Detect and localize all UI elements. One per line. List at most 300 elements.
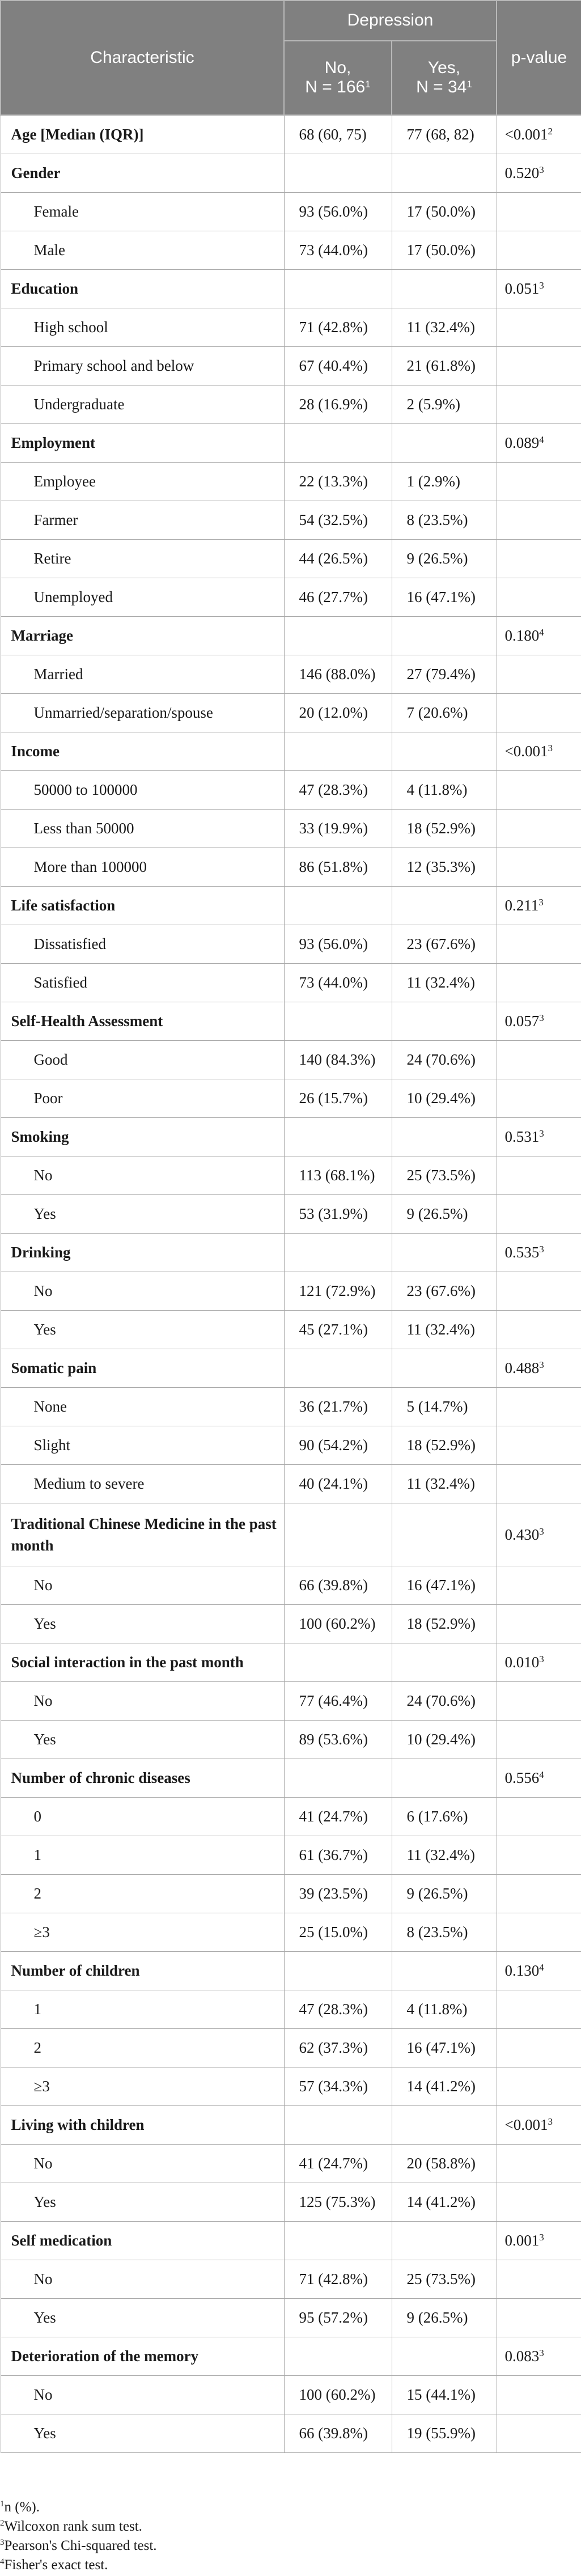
cell-no-depression: 54 (32.5%) [284, 501, 392, 540]
table-row [1, 964, 581, 1002]
p-value-text: 0.010 [504, 1654, 540, 1671]
p-value-text: 0.430 [504, 1526, 540, 1543]
cell-yes-depression: 9 (26.5%) [392, 540, 497, 578]
row-level-label: No [1, 1682, 284, 1721]
cell-p-value [497, 810, 581, 848]
cell-no-depression: 45 (27.1%) [284, 1311, 392, 1349]
cell-yes-depression: 11 (32.4%) [392, 1836, 497, 1875]
table-row [1, 1195, 581, 1234]
cell-p-value [497, 1566, 581, 1605]
cell-no-depression: 33 (19.9%) [284, 810, 392, 848]
table-row [1, 1605, 581, 1643]
footnote [0, 2498, 581, 2517]
cell-no-depression: 25 (15.0%) [284, 1913, 392, 1952]
row-level-label: Yes [1, 1311, 284, 1349]
cell-p-value [497, 1643, 581, 1682]
row-level-label: Yes [1, 2299, 284, 2337]
cell-p-value [497, 1195, 581, 1234]
cell-no-depression [284, 1759, 392, 1798]
row-category-label: Self medication [1, 2222, 284, 2260]
row-level-label: No [1, 2260, 284, 2299]
cell-yes-depression: 11 (32.4%) [392, 1311, 497, 1349]
cell-no-depression: 71 (42.8%) [284, 308, 392, 347]
cell-yes-depression: 9 (26.5%) [392, 1875, 497, 1913]
p-value-footnote-mark: 3 [548, 743, 553, 753]
table-row [1, 2029, 581, 2067]
table-row [1, 1913, 581, 1952]
cell-p-value [497, 1875, 581, 1913]
row-level-label: Dissatisfied [1, 925, 284, 964]
cell-yes-depression: 4 (11.8%) [392, 771, 497, 810]
cell-p-value [497, 1759, 581, 1798]
cell-no-depression: 66 (39.8%) [284, 2414, 392, 2453]
cell-yes-depression: 77 (68, 82) [392, 115, 497, 154]
table-row [1, 655, 581, 694]
p-value-text: 0.089 [504, 434, 540, 451]
row-category-label: Number of children [1, 1952, 284, 1990]
table-row [1, 1798, 581, 1836]
row-category-label: Somatic pain [1, 1349, 284, 1388]
cell-no-depression: 36 (21.7%) [284, 1388, 392, 1426]
row-level-label: Female [1, 193, 284, 231]
cell-no-depression: 20 (12.0%) [284, 694, 392, 732]
cell-no-depression: 100 (60.2%) [284, 1605, 392, 1643]
cell-yes-depression: 11 (32.4%) [392, 1465, 497, 1503]
cell-no-depression: 57 (34.3%) [284, 2067, 392, 2106]
table-body [1, 115, 581, 2453]
cell-yes-depression: 6 (17.6%) [392, 1798, 497, 1836]
cell-no-depression: 47 (28.3%) [284, 771, 392, 810]
cell-yes-depression [392, 1002, 497, 1041]
cell-p-value [497, 694, 581, 732]
cell-p-value [497, 270, 581, 308]
cell-p-value [497, 2376, 581, 2414]
row-category-label: Drinking [1, 1234, 284, 1272]
cell-p-value [497, 424, 581, 463]
row-level-label: High school [1, 308, 284, 347]
cell-no-depression [284, 887, 392, 925]
table-row [1, 887, 581, 925]
cell-p-value [497, 308, 581, 347]
p-value-text: 0.488 [504, 1359, 540, 1376]
cell-no-depression: 66 (39.8%) [284, 1566, 392, 1605]
table-row [1, 1682, 581, 1721]
cell-yes-depression [392, 270, 497, 308]
cell-yes-depression [392, 2337, 497, 2376]
cell-p-value [497, 2222, 581, 2260]
cell-p-value [497, 1836, 581, 1875]
p-value-footnote-mark: 4 [539, 1962, 544, 1973]
header-no-footnote: 1 [365, 79, 371, 90]
header-yes-count: $N = 34^1$ [416, 78, 472, 97]
table-row [1, 1875, 581, 1913]
cell-no-depression: 77 (46.4%) [284, 1682, 392, 1721]
table-header [1, 1, 581, 115]
footnote-mark: 1 [0, 2499, 5, 2509]
cell-no-depression: 41 (24.7%) [284, 1798, 392, 1836]
row-category-label: Age [Median (IQR)] [1, 115, 284, 154]
p-value-text: 0.520 [504, 164, 540, 181]
cell-p-value [497, 1721, 581, 1759]
cell-p-value [497, 655, 581, 694]
cell-no-depression [284, 1349, 392, 1388]
cell-no-depression [284, 1118, 392, 1156]
p-value-footnote-mark: 2 [548, 126, 553, 137]
row-level-label: 50000 to 100000 [1, 771, 284, 810]
cell-no-depression [284, 270, 392, 308]
row-level-label: Retire [1, 540, 284, 578]
p-value-footnote-mark: 4 [539, 1769, 544, 1780]
table-row [1, 1721, 581, 1759]
p-value-text: 0.001 [504, 2232, 540, 2249]
row-level-label: Farmer [1, 501, 284, 540]
cell-no-depression [284, 2337, 392, 2376]
cell-yes-depression: 11 (32.4%) [392, 964, 497, 1002]
cell-no-depression: 90 (54.2%) [284, 1426, 392, 1465]
cell-yes-depression: 25 (73.5%) [392, 1156, 497, 1195]
table-row [1, 347, 581, 385]
cell-yes-depression: 4 (11.8%) [392, 1990, 497, 2029]
cell-no-depression: 46 (27.7%) [284, 578, 392, 617]
table-row [1, 1990, 581, 2029]
cell-no-depression: 26 (15.7%) [284, 1079, 392, 1118]
cell-no-depression [284, 617, 392, 655]
p-value-text: <0.001 [504, 743, 548, 760]
cell-p-value [497, 1503, 581, 1566]
row-category-label: Traditional Chinese Medicine in the past month [1, 1503, 284, 1566]
footnote-text: Wilcoxon rank sum test. [4, 2519, 142, 2534]
cell-yes-depression: 18 (52.9%) [392, 810, 497, 848]
row-level-label: Medium to severe [1, 1465, 284, 1503]
cell-p-value [497, 1388, 581, 1426]
table-row [1, 2376, 581, 2414]
table-row [1, 732, 581, 771]
row-level-label: Less than 50000 [1, 810, 284, 848]
cell-yes-depression [392, 617, 497, 655]
cell-yes-depression: 16 (47.1%) [392, 2029, 497, 2067]
cell-yes-depression: 10 (29.4%) [392, 1721, 497, 1759]
table-row [1, 1503, 581, 1566]
footnote-mark: 4 [0, 2557, 5, 2566]
row-category-label: Education [1, 270, 284, 308]
cell-yes-depression [392, 1118, 497, 1156]
p-value-footnote-mark: 3 [539, 1526, 544, 1537]
table-row [1, 2299, 581, 2337]
cell-yes-depression: 23 (67.6%) [392, 925, 497, 964]
row-level-label: Male [1, 231, 284, 270]
table-row [1, 154, 581, 193]
row-level-label: No [1, 2376, 284, 2414]
cell-p-value [497, 193, 581, 231]
p-value-footnote-mark: 3 [539, 1244, 544, 1255]
cell-p-value [497, 1682, 581, 1721]
cell-yes-depression [392, 2106, 497, 2145]
cell-yes-depression: 5 (14.7%) [392, 1388, 497, 1426]
table-row [1, 385, 581, 424]
cell-no-depression: 93 (56.0%) [284, 193, 392, 231]
cell-p-value [497, 617, 581, 655]
p-value-footnote-mark: 3 [539, 2348, 544, 2358]
row-level-label: No [1, 1272, 284, 1311]
cell-no-depression [284, 1234, 392, 1272]
cell-yes-depression: 9 (26.5%) [392, 1195, 497, 1234]
row-category-label: Social interaction in the past month [1, 1643, 284, 1682]
cell-yes-depression [392, 2222, 497, 2260]
cell-no-depression: 62 (37.3%) [284, 2029, 392, 2067]
cell-no-depression: 121 (72.9%) [284, 1272, 392, 1311]
footnotes [0, 2498, 581, 2575]
row-level-label: 0 [1, 1798, 284, 1836]
header-yes [392, 41, 497, 115]
cell-yes-depression [392, 732, 497, 771]
table-row [1, 1836, 581, 1875]
cell-p-value [497, 540, 581, 578]
cell-yes-depression: 12 (35.3%) [392, 848, 497, 887]
row-category-label: Life satisfaction [1, 887, 284, 925]
footnote-text: Fisher's exact test. [4, 2557, 108, 2573]
p-value-footnote-mark: 4 [539, 434, 544, 445]
cell-no-depression: 61 (36.7%) [284, 1836, 392, 1875]
row-category-label: Deterioration of the memory [1, 2337, 284, 2376]
p-value-text: <0.001 [504, 2116, 548, 2133]
p-value-text: 0.180 [504, 627, 540, 644]
header-no [284, 41, 392, 115]
table-row [1, 1002, 581, 1041]
cell-p-value [497, 1349, 581, 1388]
cell-p-value [497, 964, 581, 1002]
cell-yes-depression [392, 1349, 497, 1388]
cell-yes-depression [392, 1503, 497, 1566]
row-level-label: Poor [1, 1079, 284, 1118]
table-row [1, 617, 581, 655]
cell-yes-depression [392, 1234, 497, 1272]
cell-no-depression: 71 (42.8%) [284, 2260, 392, 2299]
cell-no-depression: 53 (31.9%) [284, 1195, 392, 1234]
footnote-text: Pearson's Chi-squared test. [4, 2538, 157, 2553]
row-category-label: Employment [1, 424, 284, 463]
cell-no-depression: 67 (40.4%) [284, 347, 392, 385]
cell-yes-depression: 10 (29.4%) [392, 1079, 497, 1118]
table-row [1, 463, 581, 501]
table-row [1, 115, 581, 154]
cell-no-depression: 44 (26.5%) [284, 540, 392, 578]
table-row [1, 1643, 581, 1682]
cell-p-value [497, 2414, 581, 2453]
cell-no-depression [284, 732, 392, 771]
table-row [1, 2067, 581, 2106]
p-value-text: 0.556 [504, 1769, 540, 1786]
row-category-label: Smoking [1, 1118, 284, 1156]
cell-yes-depression: 24 (70.6%) [392, 1682, 497, 1721]
cell-no-depression: 68 (60, 75) [284, 115, 392, 154]
cell-no-depression [284, 1503, 392, 1566]
cell-p-value [497, 231, 581, 270]
row-level-label: More than 100000 [1, 848, 284, 887]
row-level-label: ≥3 [1, 2067, 284, 2106]
cell-p-value [497, 2337, 581, 2376]
row-level-label: Yes [1, 2183, 284, 2222]
cell-no-depression [284, 1643, 392, 1682]
row-level-label: 1 [1, 1990, 284, 2029]
cell-no-depression [284, 2106, 392, 2145]
cell-no-depression: 73 (44.0%) [284, 964, 392, 1002]
cell-p-value [497, 1234, 581, 1272]
p-value-footnote-mark: 3 [539, 1654, 544, 1664]
cell-p-value [497, 2299, 581, 2337]
cell-p-value [497, 1272, 581, 1311]
row-level-label: Yes [1, 1605, 284, 1643]
table-row [1, 2414, 581, 2453]
row-level-label: ≥3 [1, 1913, 284, 1952]
table-row [1, 1952, 581, 1990]
cell-p-value [497, 1990, 581, 2029]
cell-yes-depression: 27 (79.4%) [392, 655, 497, 694]
p-value-footnote-mark: 3 [539, 1128, 544, 1139]
table-row [1, 308, 581, 347]
row-level-label: Primary school and below [1, 347, 284, 385]
cell-no-depression: 86 (51.8%) [284, 848, 392, 887]
header-no-label: No, [324, 58, 351, 78]
table-row [1, 2222, 581, 2260]
cell-p-value [497, 1952, 581, 1990]
table-row [1, 2106, 581, 2145]
row-category-label: Self-Health Assessment [1, 1002, 284, 1041]
cell-yes-depression [392, 1643, 497, 1682]
table-row [1, 231, 581, 270]
table-row [1, 1118, 581, 1156]
row-level-label: None [1, 1388, 284, 1426]
cell-yes-depression: 14 (41.2%) [392, 2183, 497, 2222]
row-category-label: Gender [1, 154, 284, 193]
cell-p-value [497, 1041, 581, 1079]
cell-yes-depression: 20 (58.8%) [392, 2145, 497, 2183]
cell-no-depression: 89 (53.6%) [284, 1721, 392, 1759]
cell-no-depression: 22 (13.3%) [284, 463, 392, 501]
row-level-label: 2 [1, 2029, 284, 2067]
row-level-label: Yes [1, 1195, 284, 1234]
cell-yes-depression: 24 (70.6%) [392, 1041, 497, 1079]
row-level-label: Yes [1, 1721, 284, 1759]
p-value-footnote-mark: 3 [539, 164, 544, 175]
cell-p-value [497, 347, 581, 385]
row-level-label: Employee [1, 463, 284, 501]
cell-p-value [497, 2029, 581, 2067]
cell-yes-depression: 25 (73.5%) [392, 2260, 497, 2299]
p-value-footnote-mark: 3 [548, 2116, 553, 2127]
row-level-label: Undergraduate [1, 385, 284, 424]
p-value-text: 0.051 [504, 280, 540, 297]
cell-yes-depression: 1 (2.9%) [392, 463, 497, 501]
cell-no-depression: 39 (23.5%) [284, 1875, 392, 1913]
cell-p-value [497, 771, 581, 810]
cell-yes-depression: 21 (61.8%) [392, 347, 497, 385]
row-level-label: No [1, 2145, 284, 2183]
cell-yes-depression: 11 (32.4%) [392, 308, 497, 347]
cell-no-depression [284, 424, 392, 463]
cell-yes-depression: 17 (50.0%) [392, 193, 497, 231]
table-row [1, 2183, 581, 2222]
p-value-text: 0.535 [504, 1244, 540, 1261]
cell-no-depression [284, 154, 392, 193]
table-row [1, 694, 581, 732]
table-row [1, 1272, 581, 1311]
cell-no-depression: 41 (24.7%) [284, 2145, 392, 2183]
cell-no-depression: 100 (60.2%) [284, 2376, 392, 2414]
cell-yes-depression: 7 (20.6%) [392, 694, 497, 732]
header-p-value [497, 1, 581, 115]
cell-p-value [497, 887, 581, 925]
footnote-text: n (%). [4, 2499, 40, 2515]
cell-p-value [497, 1002, 581, 1041]
table-row [1, 1079, 581, 1118]
p-value-footnote-mark: 3 [539, 1359, 544, 1370]
cell-yes-depression [392, 424, 497, 463]
cell-p-value [497, 1426, 581, 1465]
cell-p-value [497, 1798, 581, 1836]
p-value-footnote-mark: 3 [539, 280, 544, 291]
cell-yes-depression: 2 (5.9%) [392, 385, 497, 424]
table-row [1, 501, 581, 540]
cell-no-depression: 40 (24.1%) [284, 1465, 392, 1503]
table-row [1, 2145, 581, 2183]
row-category-label: Income [1, 732, 284, 771]
header-p-value-text: p-value [511, 48, 567, 67]
footnote-mark: 2 [0, 2519, 5, 2528]
cell-yes-depression: 16 (47.1%) [392, 1566, 497, 1605]
cell-p-value [497, 2145, 581, 2183]
cell-no-depression: 93 (56.0%) [284, 925, 392, 964]
row-level-label: No [1, 1156, 284, 1195]
row-level-label: Married [1, 655, 284, 694]
table-row [1, 2337, 581, 2376]
table-row [1, 1465, 581, 1503]
p-value-text: 0.211 [504, 897, 539, 914]
table-row [1, 1234, 581, 1272]
row-level-label: 1 [1, 1836, 284, 1875]
p-value-footnote-mark: 3 [539, 2232, 544, 2243]
table-row [1, 270, 581, 308]
table-row [1, 1388, 581, 1426]
cell-p-value [497, 2106, 581, 2145]
table-row [1, 193, 581, 231]
cell-no-depression [284, 1952, 392, 1990]
cell-no-depression [284, 2222, 392, 2260]
cell-yes-depression: 17 (50.0%) [392, 231, 497, 270]
cell-no-depression: 28 (16.9%) [284, 385, 392, 424]
table-row [1, 424, 581, 463]
table-row [1, 1566, 581, 1605]
cell-p-value [497, 385, 581, 424]
cell-p-value [497, 1311, 581, 1349]
header-characteristic: Characteristic [1, 1, 284, 115]
table-row [1, 578, 581, 617]
table-row [1, 1759, 581, 1798]
row-level-label: Yes [1, 2414, 284, 2453]
cell-p-value [497, 1118, 581, 1156]
p-value-footnote-mark: 3 [538, 897, 544, 908]
table-row [1, 1311, 581, 1349]
p-value-text: 0.083 [504, 2348, 540, 2365]
table-row [1, 925, 581, 964]
cell-p-value [497, 578, 581, 617]
header-yes-footnote: 1 [467, 79, 472, 90]
cell-p-value [497, 1913, 581, 1952]
table-row [1, 540, 581, 578]
table-row [1, 1426, 581, 1465]
cell-p-value [497, 2067, 581, 2106]
cell-p-value [497, 1605, 581, 1643]
p-value-footnote-mark: 4 [539, 627, 544, 638]
